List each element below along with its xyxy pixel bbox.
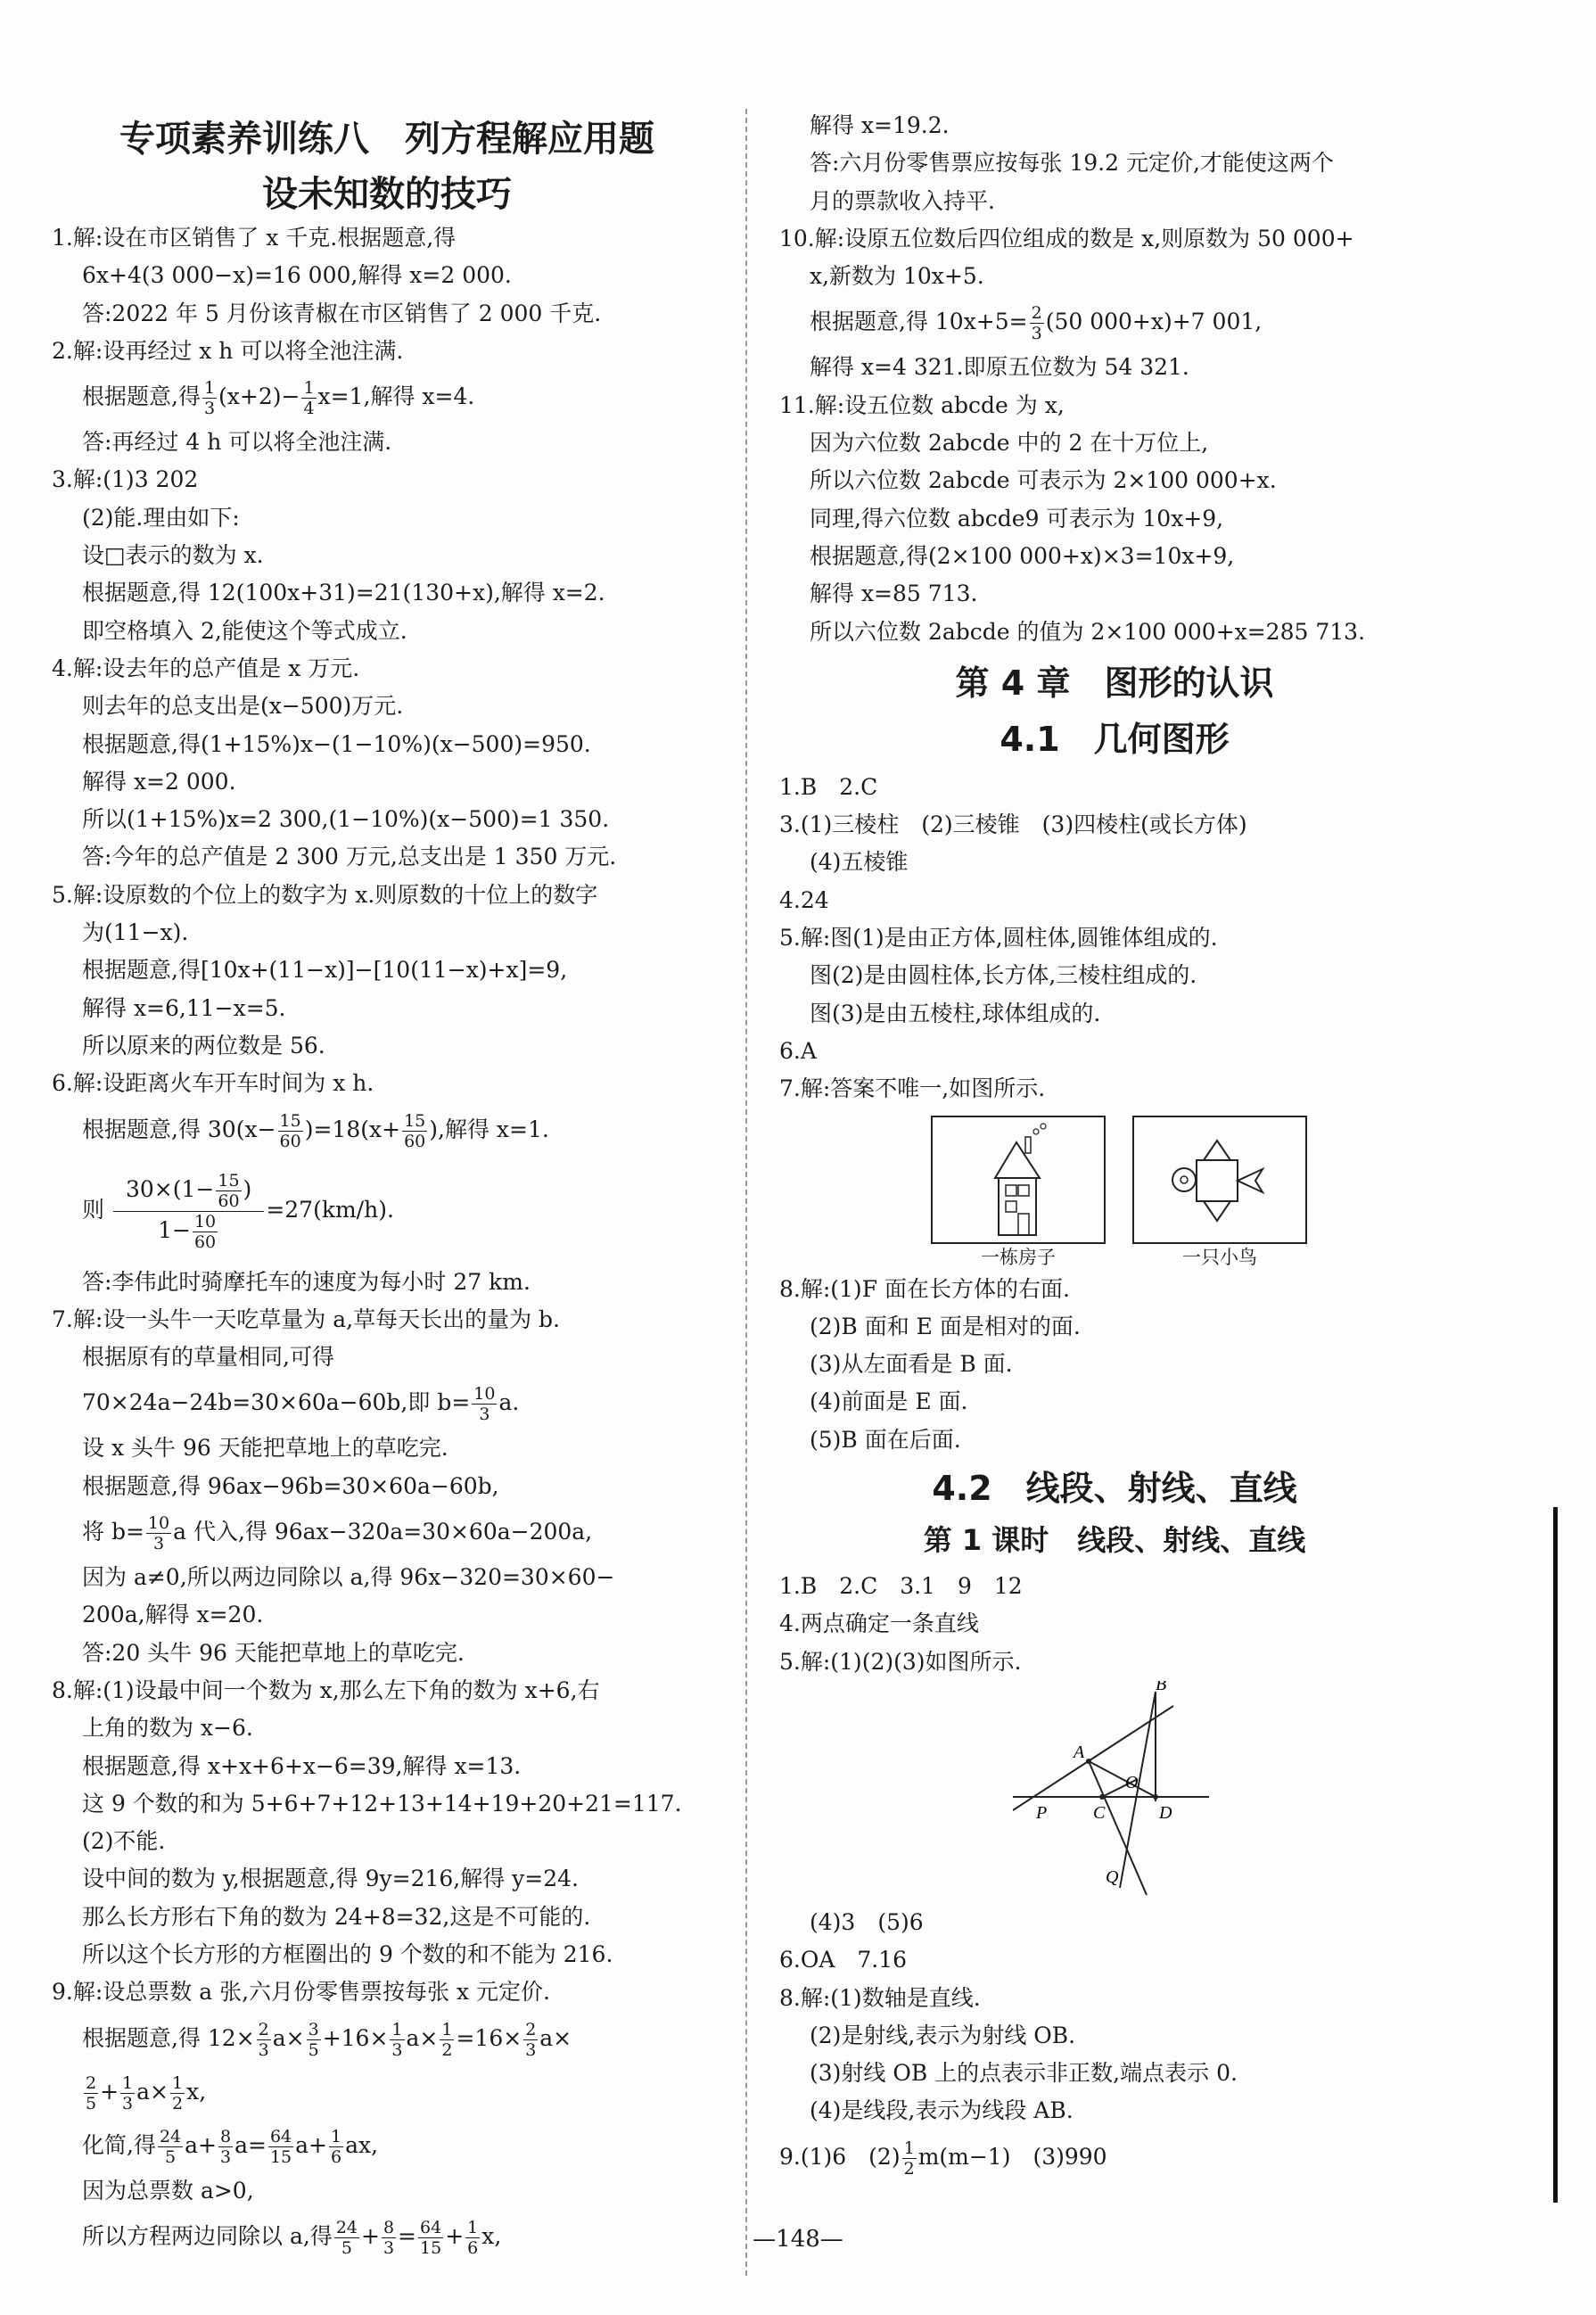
answer-line: 则去年的总支出是(x−500)万元. xyxy=(82,693,404,720)
equation-line: $\frac{2}{5}$ + $\frac{1}{3}$ a× $\frac{1}{2}$ x, xyxy=(86,2072,207,2113)
equation-line: 根据题意,得 10x+5= $\frac{2}{3}$ (50 000+x)+7 001, xyxy=(810,303,1263,344)
figure-row xyxy=(931,1116,1450,1271)
answer-line: 设□表示的数为 x. xyxy=(82,542,264,569)
answer-line: 6.OA 7.16 xyxy=(779,1947,908,1973)
answer-line: 8.解:(1)F 面在长方体的右面. xyxy=(779,1275,1070,1302)
answer-line: 根据题意,得(1+15%)x−(1−10%)(x−500)=950. xyxy=(82,730,591,757)
fraction: $\frac{2}{3}$ xyxy=(1031,303,1042,344)
answer-line: 解得 x=85 713. xyxy=(810,581,978,607)
answer-line: 5.解:图(1)是由正方体,圆柱体,圆锥体组成的. xyxy=(779,925,1218,952)
fraction: $\frac{3}{5}$ xyxy=(308,2019,319,2060)
answer-line: 1.解:设在市区销售了 x 千克.根据题意,得 xyxy=(52,225,457,251)
answer-line: 那么长方形右下角的数为 24+8=32,这是不可能的. xyxy=(82,1903,591,1930)
lesson-heading: 第 1 课时 线段、射线、直线 xyxy=(923,1523,1306,1558)
page-number: —148— xyxy=(753,2226,843,2253)
point-label: P xyxy=(1036,1802,1048,1823)
answer-line: 所以原来的两位数是 56. xyxy=(82,1032,325,1059)
answer-line: 1.B 2.C xyxy=(779,773,878,800)
answer-line: (4)3 (5)6 xyxy=(810,1908,924,1935)
answer-line: 设 x 头牛 96 天能把草地上的草吃完. xyxy=(82,1435,448,1462)
fraction: $\frac{1}{3}$ xyxy=(391,2019,403,2060)
scan-edge xyxy=(1553,1507,1558,2203)
answer-line: 设中间的数为 y,根据题意,得 9y=216,解得 y=24. xyxy=(82,1866,580,1892)
equation-line: 则 30×(1− $\frac{15}{60}$ ) 1− $\frac{10}{60}$ =27(km/h). xyxy=(82,1170,394,1252)
answer-line: 5.解:设原数的个位上的数字为 x.则原数的十位上的数字 xyxy=(52,881,598,908)
answer-line: 200a,解得 x=20. xyxy=(82,1602,264,1628)
answer-line: 同理,得六位数 abcde9 可表示为 10x+9, xyxy=(810,505,1224,531)
fraction: $\frac{64}{15}$ xyxy=(420,2217,442,2258)
answer-line: 答:李伟此时骑摩托车的速度为每小时 27 km. xyxy=(82,1268,531,1295)
fraction: $\frac{24}{5}$ xyxy=(335,2217,358,2258)
answer-line: (2)能.理由如下: xyxy=(82,504,240,531)
chapter-heading: 第 4 章 图形的认识 xyxy=(955,663,1274,703)
answer-line: 答:2022 年 5 月份该青椒在市区销售了 2 000 千克. xyxy=(82,300,602,326)
answer-line: 2.解:设再经过 x h 可以将全池注满. xyxy=(52,337,404,364)
answer-line: 根据题意,得 x+x+6+x−6=39,解得 x=13. xyxy=(82,1752,522,1779)
answer-line: 6.A xyxy=(779,1037,817,1064)
answer-line: 月的票款收入持平. xyxy=(810,187,995,214)
equation-line: 所以方程两边同除以 a,得 $\frac{24}{5}$ + $\frac{8}{3}$ = $\frac{64}{15}$ + $\frac{1}{6}$ x, xyxy=(82,2217,502,2258)
answer-line: 即空格填入 2,能使这个等式成立. xyxy=(82,617,407,644)
answer-line: 解得 x=4 321.即原五位数为 54 321. xyxy=(810,354,1189,381)
answer-line: 3.解:(1)3 202 xyxy=(52,466,199,493)
fraction: $\frac{1}{3}$ xyxy=(203,378,216,419)
column-divider xyxy=(745,109,747,2276)
answer-line: 根据题意,得 96ax−96b=30×60a−60b, xyxy=(82,1472,499,1499)
answer-line: 8.解:(1)设最中间一个数为 x,那么左下角的数为 x+6,右 xyxy=(52,1677,600,1703)
answer-line: (2)不能. xyxy=(82,1828,166,1855)
right-column xyxy=(779,107,1450,2184)
point-label: D xyxy=(1159,1802,1172,1823)
answer-line: 根据题意,得(2×100 000+x)×3=10x+9, xyxy=(810,542,1235,569)
answer-line: 6.解:设距离火车开车时间为 x h. xyxy=(52,1070,374,1097)
fraction: $\frac{24}{5}$ xyxy=(159,2126,182,2167)
equation-line: 根据题意,得 12× $\frac{2}{3}$ a× $\frac{3}{5}$ +16× $\frac{1}{3}$ a× $\frac{1}{2}$ =16× $\frac{2}{3}$ a× xyxy=(82,2019,572,2060)
equation-line: 9.(1)6 (2) $\frac{1}{2}$ m(m−1) (3)990 xyxy=(779,2138,1107,2179)
fraction: $\frac{2}{3}$ xyxy=(258,2019,269,2060)
answer-line: 所以六位数 2abcde 的值为 2×100 000+x=285 713. xyxy=(810,618,1366,645)
answer-line: 答:再经过 4 h 可以将全池注满. xyxy=(82,429,392,456)
answer-line: 上角的数为 x−6. xyxy=(82,1715,253,1742)
answer-line: 4.解:设去年的总产值是 x 万元. xyxy=(52,655,360,681)
answer-line: 为(11−x). xyxy=(82,919,189,946)
equation-line: 化简,得 $\frac{24}{5}$ a+ $\frac{8}{3}$ a= $\frac{64}{15}$ a+ $\frac{1}{6}$ ax, xyxy=(82,2126,379,2167)
house-figure xyxy=(931,1116,1106,1271)
answer-line: 3.(1)三棱柱 (2)三棱锥 (3)四棱柱(或长方体) xyxy=(779,811,1247,838)
fraction: $\frac{10}{3}$ xyxy=(147,1513,170,1554)
answer-line: (4)是线段,表示为线段 AB. xyxy=(810,2097,1074,2124)
answer-line: 根据题意,得 12(100x+31)=21(130+x),解得 x=2. xyxy=(82,580,605,606)
answer-line: (3)射线 OB 上的点表示非正数,端点表示 0. xyxy=(810,2060,1238,2087)
answer-line: 11.解:设五位数 abcde 为 x, xyxy=(779,391,1065,418)
figure-caption: 一只小鸟 xyxy=(1182,1246,1257,1268)
fraction: $\frac{1}{6}$ xyxy=(467,2217,479,2258)
section-heading: 4.2 线段、射线、直线 xyxy=(932,1469,1297,1509)
answer-line: 解得 x=6,11−x=5. xyxy=(82,994,286,1021)
answer-line: 图(3)是由五棱柱,球体组成的. xyxy=(810,1000,1101,1026)
left-column xyxy=(52,107,722,2263)
point-label: O xyxy=(1125,1772,1139,1792)
answer-line: 9.解:设总票数 a 张,六月份零售票按每张 x 元定价. xyxy=(52,1979,550,2006)
answer-line: 答:六月份零售票应按每张 19.2 元定价,才能使这两个 xyxy=(810,150,1334,177)
fraction: $\frac{64}{15}$ xyxy=(269,2126,292,2167)
point-label: C xyxy=(1093,1802,1106,1823)
answer-line: 所以六位数 2abcde 可表示为 2×100 000+x. xyxy=(810,467,1277,494)
equation-line: 将 b= $\frac{10}{3}$ a 代入,得 96ax−320a=30×60a−200a, xyxy=(82,1513,593,1554)
answer-line: 答:20 头牛 96 天能把草地上的草吃完. xyxy=(82,1639,465,1666)
fraction: $\frac{15}{60}$ xyxy=(404,1110,426,1151)
answer-line: 解得 x=2 000. xyxy=(82,768,236,795)
fraction: $\frac{10}{3}$ xyxy=(473,1384,496,1425)
fraction: $\frac{1}{3}$ xyxy=(122,2072,134,2113)
geometry-figure xyxy=(1013,1681,1450,1904)
fraction: $\frac{15}{60}$ xyxy=(218,1170,240,1211)
answer-line: (4)前面是 E 面. xyxy=(810,1388,968,1415)
answer-line: 解得 x=19.2. xyxy=(810,112,950,138)
answer-line: (2)是射线,表示为射线 OB. xyxy=(810,2022,1076,2048)
answer-line: 7.解:设一头牛一天吃草量为 a,草每天长出的量为 b. xyxy=(52,1306,560,1332)
fraction: $\frac{10}{60}$ xyxy=(193,1211,217,1252)
answer-line: 4.24 xyxy=(779,886,829,913)
section-subtitle: 设未知数的技巧 xyxy=(262,174,512,215)
fraction: $\frac{1}{6}$ xyxy=(331,2126,342,2167)
fraction: $\frac{1}{2}$ xyxy=(172,2072,184,2113)
fraction: $\frac{1}{2}$ xyxy=(903,2138,915,2179)
point-label: B xyxy=(1156,1680,1167,1694)
fraction: $\frac{15}{60}$ xyxy=(279,1110,301,1151)
bird-drawing-icon xyxy=(1132,1116,1307,1244)
answer-line: 所以这个长方形的方框圈出的 9 个数的和不能为 216. xyxy=(82,1940,613,1967)
answer-line: 因为 a≠0,所以两边同除以 a,得 96x−320=30×60− xyxy=(82,1564,615,1591)
fraction: $\frac{1}{4}$ xyxy=(303,378,315,419)
answer-line: 因为总票数 a>0, xyxy=(82,2177,254,2204)
answer-line: (3)从左面看是 B 面. xyxy=(810,1351,1013,1378)
fraction: $\frac{2}{3}$ xyxy=(525,2019,537,2060)
section-title: 专项素养训练八 列方程解应用题 xyxy=(119,119,654,160)
answer-line: 5.解:(1)(2)(3)如图所示. xyxy=(779,1648,1022,1675)
answer-line: 所以(1+15%)x=2 300,(1−10%)(x−500)=1 350. xyxy=(82,806,610,833)
answer-line: (5)B 面在后面. xyxy=(810,1426,961,1453)
fraction: $\frac{1}{2}$ xyxy=(441,2019,453,2060)
answer-line: 因为六位数 2abcde 中的 2 在十万位上, xyxy=(810,430,1209,457)
answer-line: 10.解:设原五位数后四位组成的数是 x,则原数为 50 000+ xyxy=(779,225,1354,251)
fraction: $\frac{8}{3}$ xyxy=(383,2217,395,2258)
answer-line: (2)B 面和 E 面是相对的面. xyxy=(810,1313,1081,1339)
answer-line: 4.两点确定一条直线 xyxy=(779,1611,979,1637)
fraction: $\frac{8}{3}$ xyxy=(220,2126,232,2167)
answer-line: 8.解:(1)数轴是直线. xyxy=(779,1984,981,2011)
equation-line: 根据题意,得 $\frac{1}{3}$ (x+2)− $\frac{1}{4}$ x=1,解得 x=4. xyxy=(82,378,475,419)
house-drawing-icon xyxy=(931,1116,1106,1244)
section-heading: 4.1 几何图形 xyxy=(1000,719,1230,759)
answer-line: 7.解:答案不唯一,如图所示. xyxy=(779,1075,1046,1102)
answer-line: 6x+4(3 000−x)=16 000,解得 x=2 000. xyxy=(82,262,512,289)
answer-line: 答:今年的总产值是 2 300 万元,总支出是 1 350 万元. xyxy=(82,844,617,870)
answer-line: 1.B 2.C 3.1 9 12 xyxy=(779,1573,1023,1600)
answer-line: x,新数为 10x+5. xyxy=(810,263,984,290)
line-segment-diagram-icon xyxy=(1013,1681,1254,1904)
figure-caption: 一栋房子 xyxy=(981,1246,1056,1268)
answer-line: (4)五棱锥 xyxy=(810,849,909,876)
fraction: $\frac{2}{5}$ xyxy=(86,2072,97,2113)
answer-line: 图(2)是由圆柱体,长方体,三棱柱组成的. xyxy=(810,962,1197,989)
point-label: A xyxy=(1074,1742,1085,1762)
bird-figure xyxy=(1132,1116,1307,1271)
equation-line: 70×24a−24b=30×60a−60b,即 b= $\frac{10}{3}$ a. xyxy=(82,1384,520,1425)
answer-line: 根据题意,得[10x+(11−x)]−[10(11−x)+x]=9, xyxy=(82,957,568,984)
answer-line: 这 9 个数的和为 5+6+7+12+13+14+19+20+21=117. xyxy=(82,1790,682,1817)
answer-line: 根据原有的草量相同,可得 xyxy=(82,1344,334,1371)
compound-fraction: 30×(1− $\frac{15}{60}$ ) 1− $\frac{10}{60}$ xyxy=(113,1171,264,1252)
equation-line: 根据题意,得 30(x− $\frac{15}{60}$ )=18(x+ $\frac{15}{60}$ ),解得 x=1. xyxy=(82,1110,549,1151)
point-label: Q xyxy=(1106,1866,1119,1887)
